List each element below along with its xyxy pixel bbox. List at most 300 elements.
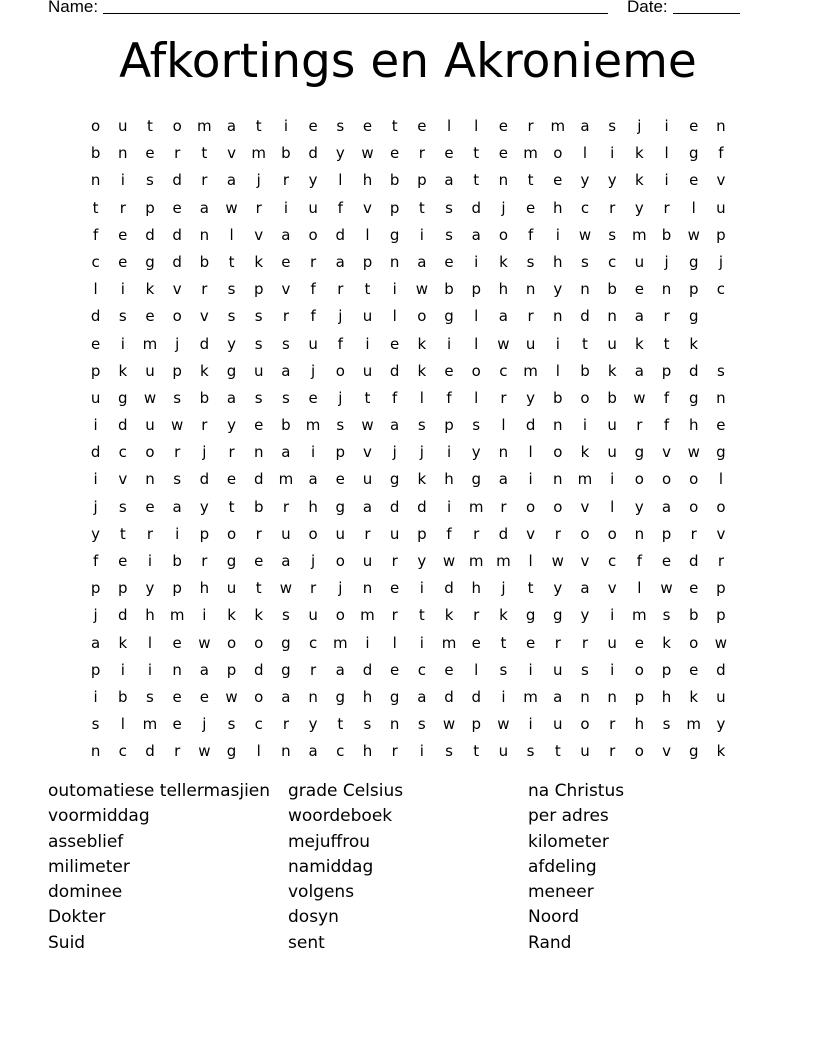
- grid-letter: n: [553, 307, 563, 326]
- grid-letter: a: [471, 225, 481, 244]
- grid-letter: k: [118, 361, 128, 380]
- grid-letter: y: [580, 171, 590, 190]
- grid-letter: j: [311, 361, 316, 380]
- grid-letter: o: [634, 660, 644, 679]
- grid-letter: e: [689, 660, 699, 679]
- grid-letter: r: [201, 280, 208, 299]
- grid-letter: n: [389, 252, 400, 271]
- grid-letter: g: [471, 470, 481, 489]
- grid-letter: a: [199, 660, 209, 679]
- grid-letter: u: [90, 388, 101, 407]
- grid-letter: w: [279, 579, 293, 598]
- grid-letter: m: [251, 144, 267, 163]
- grid-letter: e: [145, 497, 155, 516]
- grid-letter: u: [716, 198, 726, 217]
- grid-letter: t: [527, 579, 534, 598]
- grid-letter: d: [580, 307, 590, 326]
- grid-row: [82, 276, 735, 303]
- grid-letter: e: [308, 388, 318, 407]
- grid-letter: j: [419, 443, 424, 462]
- grid-letter: h: [362, 742, 373, 761]
- grid-letter: i: [120, 334, 125, 353]
- grid-row: [82, 711, 735, 738]
- grid-letter: n: [553, 416, 563, 435]
- grid-letter: h: [553, 252, 563, 271]
- grid-letter: r: [146, 524, 154, 543]
- grid-letter: e: [90, 334, 101, 353]
- grid-letter: k: [716, 742, 726, 761]
- grid-letter: t: [228, 252, 235, 271]
- grid-letter: c: [308, 633, 318, 652]
- grid-letter: a: [172, 497, 182, 516]
- grid-letter: u: [553, 660, 563, 679]
- grid-letter: a: [634, 361, 644, 380]
- grid-letter: t: [418, 198, 425, 217]
- grid-letter: m: [550, 117, 566, 135]
- grid-letter: c: [118, 443, 127, 462]
- grid-letter: a: [417, 687, 427, 706]
- word-bank-item: volgens: [288, 882, 355, 903]
- grid-letter: g: [389, 470, 400, 489]
- grid-letter: d: [253, 470, 264, 489]
- grid-letter: j: [202, 443, 207, 462]
- grid-letter: l: [474, 307, 479, 326]
- grid-letter: p: [90, 361, 101, 380]
- grid-letter: n: [607, 307, 617, 326]
- grid-letter: n: [362, 579, 373, 598]
- grid-letter: d: [253, 660, 264, 679]
- grid-letter: m: [632, 606, 647, 625]
- grid-letter: p: [661, 524, 672, 543]
- grid-letter: s: [526, 252, 535, 271]
- grid-letter: r: [228, 443, 235, 462]
- grid-letter: r: [364, 524, 371, 543]
- grid-letter: r: [609, 198, 616, 217]
- grid-letter: m: [496, 552, 511, 570]
- grid-letter: h: [308, 497, 318, 516]
- grid-letter: m: [142, 334, 158, 353]
- grid-letter: r: [337, 280, 344, 299]
- grid-letter: j: [718, 252, 723, 271]
- grid-letter: s: [227, 307, 236, 326]
- grid-letter: e: [444, 361, 454, 380]
- grid-letter: i: [419, 225, 424, 244]
- grid-letter: o: [716, 497, 726, 516]
- grid-letter: i: [664, 117, 669, 135]
- grid-letter: y: [716, 715, 726, 734]
- grid-letter: l: [474, 117, 479, 135]
- grid-letter: f: [337, 198, 343, 217]
- grid-letter: d: [118, 606, 128, 625]
- page-title: Afkortings en Akronieme: [119, 34, 697, 89]
- grid-letter: y: [227, 334, 236, 353]
- grid-letter: k: [499, 252, 508, 271]
- grid-letter: c: [716, 280, 726, 299]
- grid-letter: n: [389, 715, 400, 734]
- word-bank-item: Dokter: [48, 907, 106, 928]
- grid-letter: l: [718, 470, 723, 489]
- grid-letter: r: [282, 497, 289, 516]
- grid-letter: k: [635, 334, 644, 353]
- grid-letter: s: [173, 388, 182, 407]
- grid-letter: l: [474, 334, 479, 353]
- grid-letter: b: [389, 171, 400, 190]
- word-bank-item: per adres: [528, 806, 609, 827]
- grid-letter: w: [633, 388, 646, 407]
- grid-letter: u: [607, 416, 617, 435]
- grid-letter: m: [169, 606, 185, 625]
- grid-letter: s: [146, 171, 154, 190]
- word-bank-item: Rand: [528, 932, 572, 953]
- grid-letter: e: [199, 687, 209, 706]
- grid-letter: k: [580, 443, 590, 462]
- grid-letter: b: [607, 280, 617, 299]
- grid-letter: a: [281, 552, 291, 570]
- grid-letter: s: [472, 416, 481, 435]
- grid-row: [82, 303, 735, 330]
- grid-letter: r: [201, 171, 208, 190]
- grid-letter: e: [689, 117, 699, 135]
- grid-letter: l: [555, 361, 560, 380]
- grid-letter: i: [120, 660, 125, 679]
- grid-letter: d: [389, 361, 400, 380]
- grid-letter: h: [661, 687, 672, 706]
- grid-letter: t: [201, 144, 208, 163]
- grid-letter: a: [308, 470, 318, 489]
- grid-letter: h: [553, 198, 563, 217]
- grid-letter: r: [717, 552, 724, 570]
- grid-letter: e: [335, 470, 345, 489]
- grid-row: [82, 466, 735, 493]
- grid-letter: d: [688, 552, 699, 570]
- word-bank-item: voormiddag: [48, 806, 150, 827]
- grid-letter: v: [227, 144, 236, 163]
- grid-letter: v: [172, 280, 182, 299]
- grid-letter: v: [281, 280, 291, 299]
- grid-letter: k: [254, 606, 264, 625]
- grid-letter: f: [636, 552, 642, 570]
- grid-letter: g: [444, 307, 454, 326]
- grid-letter: p: [716, 579, 726, 598]
- grid-letter: e: [362, 117, 373, 135]
- grid-letter: s: [445, 198, 453, 217]
- grid-row: [82, 195, 735, 222]
- grid-letter: e: [118, 552, 128, 570]
- grid-letter: u: [580, 742, 590, 761]
- grid-row: [82, 412, 735, 439]
- grid-letter: m: [441, 633, 457, 652]
- grid-letter: o: [308, 225, 318, 244]
- grid-letter: e: [172, 715, 182, 734]
- word-search-grid: [82, 113, 735, 766]
- grid-row: [82, 113, 735, 140]
- grid-row: [82, 575, 735, 602]
- word-bank-item: afdeling: [528, 856, 597, 877]
- grid-letter: j: [311, 552, 316, 570]
- grid-letter: r: [201, 416, 208, 435]
- grid-letter: s: [146, 687, 154, 706]
- grid-letter: b: [118, 687, 128, 706]
- grid-letter: o: [335, 361, 345, 380]
- grid-letter: w: [578, 225, 592, 244]
- grid-letter: e: [390, 660, 400, 679]
- grid-letter: a: [580, 117, 590, 135]
- grid-letter: o: [172, 307, 182, 326]
- grid-letter: j: [338, 388, 343, 407]
- grid-letter: u: [553, 715, 563, 734]
- grid-letter: a: [281, 361, 291, 380]
- grid-letter: k: [254, 252, 264, 271]
- grid-letter: e: [254, 552, 264, 570]
- grid-letter: e: [444, 144, 454, 163]
- grid-row: [82, 358, 735, 385]
- grid-letter: d: [118, 416, 128, 435]
- grid-letter: s: [254, 388, 263, 407]
- grid-letter: y: [308, 171, 318, 190]
- grid-letter: u: [226, 579, 237, 598]
- grid-letter: u: [716, 687, 726, 706]
- grid-letter: s: [173, 470, 182, 489]
- grid-letter: j: [93, 606, 98, 625]
- grid-letter: n: [253, 443, 264, 462]
- grid-letter: k: [417, 334, 427, 353]
- grid-letter: k: [635, 144, 644, 163]
- grid-letter: i: [147, 552, 153, 570]
- grid-letter: u: [607, 443, 617, 462]
- grid-letter: a: [498, 470, 508, 489]
- grid-letter: n: [118, 144, 128, 163]
- grid-letter: i: [392, 280, 397, 299]
- grid-letter: j: [175, 334, 180, 353]
- grid-letter: t: [527, 171, 534, 190]
- grid-letter: v: [716, 524, 726, 543]
- grid-letter: d: [335, 225, 346, 244]
- grid-letter: v: [716, 171, 726, 190]
- grid-letter: k: [444, 606, 454, 625]
- grid-letter: d: [308, 144, 318, 163]
- grid-letter: a: [281, 443, 291, 462]
- grid-letter: y: [417, 552, 427, 570]
- grid-letter: a: [281, 225, 291, 244]
- grid-letter: e: [634, 280, 644, 299]
- grid-letter: l: [637, 579, 642, 598]
- grid-letter: a: [553, 687, 563, 706]
- grid-letter: g: [525, 606, 536, 625]
- grid-letter: d: [525, 416, 536, 435]
- grid-letter: g: [688, 307, 699, 326]
- grid-letter: d: [172, 171, 182, 190]
- grid-letter: b: [253, 497, 264, 516]
- grid-letter: e: [308, 117, 318, 135]
- grid-letter: t: [473, 144, 480, 163]
- grid-letter: n: [716, 388, 726, 407]
- grid-letter: y: [634, 198, 644, 217]
- grid-letter: k: [417, 470, 427, 489]
- grid-letter: f: [337, 334, 343, 353]
- grid-letter: r: [282, 715, 289, 734]
- grid-letter: r: [255, 198, 262, 217]
- grid-letter: r: [636, 416, 643, 435]
- grid-letter: g: [226, 742, 237, 761]
- grid-letter: r: [391, 606, 398, 625]
- grid-letter: u: [281, 524, 291, 543]
- grid-letter: l: [474, 388, 479, 407]
- grid-letter: e: [390, 579, 400, 598]
- grid-letter: u: [362, 361, 373, 380]
- grid-letter: s: [581, 660, 589, 679]
- grid-letter: a: [390, 416, 400, 435]
- grid-letter: w: [497, 715, 510, 734]
- grid-letter: d: [444, 579, 454, 598]
- grid-letter: o: [226, 524, 237, 543]
- grid-letter: l: [610, 497, 615, 516]
- grid-letter: y: [553, 579, 563, 598]
- grid-letter: g: [226, 361, 237, 380]
- word-bank-item: asseblief: [48, 831, 124, 852]
- grid-letter: r: [201, 552, 208, 570]
- grid-letter: b: [90, 144, 101, 163]
- word-bank-item: namiddag: [288, 856, 374, 877]
- grid-letter: p: [417, 524, 427, 543]
- grid-letter: y: [607, 171, 617, 190]
- grid-letter: i: [419, 579, 424, 598]
- grid-letter: d: [471, 198, 481, 217]
- grid-letter: e: [118, 252, 128, 271]
- grid-letter: r: [527, 117, 534, 135]
- grid-letter: n: [661, 280, 672, 299]
- grid-letter: r: [554, 633, 561, 652]
- grid-letter: n: [199, 225, 210, 244]
- grid-letter: d: [444, 687, 454, 706]
- grid-letter: s: [281, 388, 290, 407]
- grid-letter: d: [362, 660, 373, 679]
- grid-letter: f: [446, 388, 452, 407]
- grid-row: [82, 140, 735, 167]
- grid-letter: j: [501, 579, 506, 598]
- grid-letter: o: [335, 606, 345, 625]
- grid-letter: r: [174, 144, 181, 163]
- grid-letter: i: [446, 443, 452, 462]
- grid-letter: n: [580, 280, 590, 299]
- grid-letter: y: [634, 497, 644, 516]
- grid-letter: j: [256, 171, 261, 190]
- grid-letter: a: [444, 171, 454, 190]
- grid-letter: n: [607, 687, 617, 706]
- grid-letter: w: [497, 334, 510, 353]
- grid-letter: r: [609, 742, 616, 761]
- grid-letter: e: [145, 307, 155, 326]
- grid-letter: f: [446, 524, 452, 543]
- grid-letter: f: [718, 144, 724, 163]
- word-bank-column: [528, 779, 624, 956]
- grid-letter: n: [498, 171, 509, 190]
- grid-letter: d: [145, 742, 155, 761]
- grid-letter: s: [336, 416, 345, 435]
- word-bank-item: kilometer: [528, 831, 609, 852]
- grid-letter: k: [662, 633, 671, 652]
- grid-letter: o: [580, 715, 590, 734]
- grid-letter: r: [282, 171, 289, 190]
- grid-letter: u: [389, 524, 400, 543]
- grid-letter: s: [526, 742, 535, 761]
- grid-letter: l: [446, 117, 452, 135]
- grid-letter: v: [363, 198, 372, 217]
- grid-letter: t: [473, 171, 480, 190]
- grid-letter: g: [688, 388, 699, 407]
- grid-letter: o: [526, 497, 536, 516]
- grid-letter: s: [716, 361, 725, 380]
- grid-letter: f: [392, 388, 398, 407]
- grid-letter: i: [501, 687, 506, 706]
- grid-letter: l: [93, 280, 98, 299]
- grid-letter: m: [468, 497, 484, 516]
- grid-letter: c: [580, 198, 590, 217]
- grid-letter: v: [254, 225, 264, 244]
- grid-letter: r: [119, 198, 126, 217]
- grid-letter: m: [686, 715, 702, 734]
- grid-letter: k: [635, 171, 644, 190]
- grid-letter: s: [336, 117, 345, 135]
- grid-letter: w: [415, 280, 428, 299]
- grid-letter: o: [580, 388, 590, 407]
- word-bank-item: Noord: [528, 907, 579, 928]
- grid-letter: t: [228, 497, 235, 516]
- grid-letter: a: [498, 307, 508, 326]
- grid-letter: d: [199, 334, 210, 353]
- grid-letter: i: [474, 252, 479, 271]
- grid-letter: p: [118, 579, 128, 598]
- grid-letter: o: [689, 497, 699, 516]
- grid-letter: e: [498, 144, 509, 163]
- grid-letter: i: [610, 660, 615, 679]
- grid-letter: i: [610, 470, 615, 489]
- grid-letter: a: [335, 660, 345, 679]
- grid-letter: w: [171, 416, 184, 435]
- grid-row: [82, 439, 735, 466]
- grid-letter: o: [607, 524, 617, 543]
- word-bank-item: mejuffrou: [288, 831, 371, 852]
- grid-letter: y: [199, 497, 209, 516]
- grid-letter: e: [553, 171, 563, 190]
- grid-letter: j: [637, 117, 642, 135]
- grid-letter: i: [528, 470, 533, 489]
- grid-letter: i: [147, 660, 153, 679]
- grid-letter: o: [254, 687, 264, 706]
- grid-letter: t: [554, 742, 561, 761]
- grid-letter: i: [555, 225, 560, 244]
- grid-letter: k: [227, 606, 236, 625]
- grid-letter: t: [500, 633, 507, 652]
- grid-letter: t: [364, 388, 371, 407]
- grid-letter: u: [145, 361, 155, 380]
- grid-letter: v: [580, 497, 590, 516]
- grid-letter: w: [442, 552, 456, 570]
- grid-letter: g: [634, 443, 645, 462]
- grid-letter: w: [687, 225, 700, 244]
- grid-letter: l: [392, 307, 397, 326]
- grid-letter: v: [199, 307, 209, 326]
- grid-letter: o: [553, 497, 563, 516]
- grid-letter: t: [255, 579, 262, 598]
- grid-letter: s: [608, 117, 617, 135]
- grid-letter: i: [202, 606, 207, 625]
- grid-letter: r: [473, 606, 480, 625]
- grid-letter: e: [390, 334, 400, 353]
- grid-letter: p: [716, 225, 726, 244]
- word-bank-item: na Christus: [528, 781, 625, 801]
- grid-letter: i: [528, 660, 533, 679]
- grid-letter: f: [310, 307, 316, 326]
